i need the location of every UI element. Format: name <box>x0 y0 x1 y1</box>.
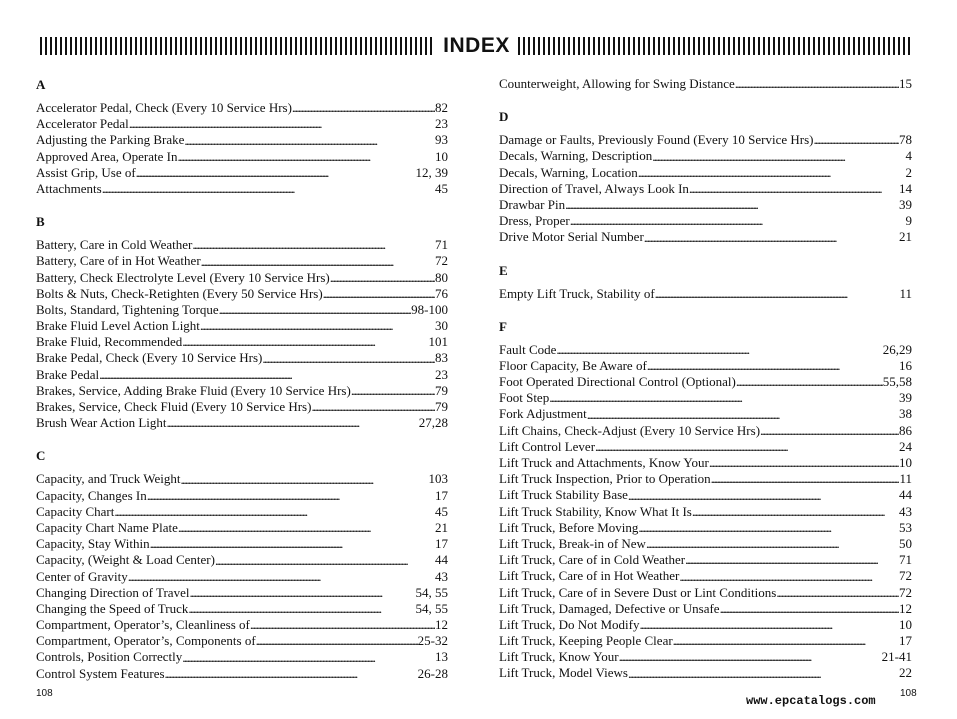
entry-term: Attachments <box>36 180 102 196</box>
index-entry <box>36 666 448 682</box>
entry-term: Lift Truck, Model Views <box>499 665 628 681</box>
dot-leader <box>595 439 899 455</box>
entry-page: 76 <box>435 285 448 301</box>
dot-leader <box>646 536 899 552</box>
index-entry <box>36 471 448 487</box>
dot-leader <box>167 415 419 431</box>
index-entry <box>36 536 448 552</box>
entry-page: 101 <box>428 334 448 350</box>
entry-term: Lift Truck, Keeping People Clear <box>499 633 673 649</box>
entry-term: Battery, Care in Cold Weather <box>36 237 193 253</box>
entry-term: Lift Truck Stability Base <box>499 487 628 503</box>
dot-leader <box>689 181 899 197</box>
section-letter: B <box>36 214 45 230</box>
entry-term: Controls, Position Correctly <box>36 649 183 665</box>
dot-leader <box>147 488 435 504</box>
entry-page: 44 <box>435 552 448 568</box>
dot-leader <box>128 569 435 585</box>
entry-page: 43 <box>435 568 448 584</box>
entry-term: Bolts, Standard, Tightening Torque <box>36 301 219 317</box>
index-entry <box>499 197 912 213</box>
index-entry <box>36 350 448 366</box>
entry-term: Lift Truck, Care of in Hot Weather <box>499 568 680 584</box>
index-entry <box>499 633 912 649</box>
index-entry <box>36 399 448 415</box>
dot-leader <box>330 270 435 286</box>
entry-term: Brakes, Service, Adding Brake Fluid (Every 10 Service Hrs) <box>36 382 351 398</box>
entry-term: Lift Truck Stability, Know What It Is <box>499 503 692 519</box>
entry-term: Capacity, and Truck Weight <box>36 471 181 487</box>
index-entry <box>499 504 912 520</box>
dot-leader <box>711 471 900 487</box>
entry-page: 54, 55 <box>415 600 448 616</box>
entry-term: Battery, Check Electrolyte Level (Every 10 Service Hrs) <box>36 269 330 285</box>
dot-leader <box>813 132 899 148</box>
entry-term: Fork Adjustment <box>499 406 587 422</box>
index-entry <box>499 455 912 471</box>
dot-leader <box>219 302 411 318</box>
entry-term: Compartment, Operator’s, Cleanliness of <box>36 617 250 633</box>
index-entry <box>36 132 448 148</box>
entry-term: Brake Fluid, Recommended <box>36 334 183 350</box>
dot-leader <box>189 585 415 601</box>
dot-leader <box>685 552 899 568</box>
entry-page: 98-100 <box>411 301 448 317</box>
dot-leader <box>736 374 883 390</box>
entry-page: 15 <box>899 76 912 91</box>
dot-leader <box>165 666 418 682</box>
entry-term: Brakes, Service, Check Fluid (Every 10 Service Hrs) <box>36 399 312 414</box>
dot-leader <box>556 342 882 358</box>
entry-page: 2 <box>905 164 912 180</box>
entry-page: 55,58 <box>882 374 912 390</box>
entry-page: 22 <box>899 665 912 681</box>
entry-page: 78 <box>899 132 912 148</box>
index-entry <box>499 342 912 358</box>
index-entry <box>499 536 912 552</box>
dot-leader <box>215 552 435 568</box>
index-entry <box>36 520 448 536</box>
entry-page: 86 <box>899 422 912 438</box>
dot-leader <box>628 487 899 503</box>
entry-page: 39 <box>899 390 912 406</box>
index-entry <box>499 665 912 681</box>
entry-term: Brush Wear Action Light <box>36 415 167 431</box>
entry-term: Lift Truck and Attachments, Know Your <box>499 455 709 470</box>
index-entry <box>499 471 912 487</box>
index-section <box>499 263 912 302</box>
dot-leader <box>180 471 428 487</box>
entry-page: 72 <box>899 568 912 584</box>
index-section <box>499 109 912 245</box>
entry-term: Control System Features <box>36 665 165 681</box>
index-entry <box>36 367 448 383</box>
dot-leader <box>565 197 899 213</box>
entry-term: Capacity, (Weight & Load Center) <box>36 552 215 568</box>
entry-term: Capacity Chart <box>36 503 115 519</box>
index-entry <box>36 415 448 431</box>
index-entry <box>499 165 912 181</box>
entry-page: 39 <box>899 196 912 212</box>
section-letter: C <box>36 448 46 464</box>
index-entry <box>499 286 912 302</box>
entry-page: 80 <box>435 269 448 285</box>
entry-page: 71 <box>899 552 912 568</box>
entry-term: Lift Control Lever <box>499 438 596 454</box>
dot-leader <box>587 406 899 422</box>
dot-leader <box>192 237 435 253</box>
index-entry <box>36 633 448 649</box>
entry-page: 12, 39 <box>415 164 448 180</box>
index-entry <box>36 181 448 197</box>
entry-term: Assist Grip, Use of <box>36 164 136 180</box>
dot-leader <box>102 181 435 197</box>
page-number-right: 108 <box>900 688 917 699</box>
dot-leader <box>776 585 899 601</box>
entry-page: 11 <box>899 285 912 301</box>
entry-page: 25-32 <box>417 633 448 649</box>
entry-term: Brake Pedal, Check (Every 10 Service Hrs) <box>36 350 263 366</box>
index-entry <box>499 229 912 245</box>
entry-term: Center of Gravity <box>36 568 128 584</box>
index-entry <box>499 406 912 422</box>
index-entry <box>36 488 448 504</box>
entry-page: 10 <box>899 616 912 632</box>
entry-term: Lift Truck, Break-in of New <box>499 535 646 551</box>
entry-term: Lift Truck, Before Moving <box>499 519 639 535</box>
entry-term: Brake Pedal <box>36 366 100 382</box>
dot-leader <box>679 568 899 584</box>
entry-page: 17 <box>899 633 912 649</box>
entry-page: 54, 55 <box>415 584 448 600</box>
entry-term: Changing the Speed of Truck <box>36 600 189 616</box>
dot-leader <box>638 520 899 536</box>
index-entry <box>499 568 912 584</box>
dot-leader <box>150 536 435 552</box>
entry-term: Approved Area, Operate In <box>36 148 178 164</box>
dot-leader <box>655 286 900 302</box>
section-letter: E <box>499 262 508 278</box>
entry-page: 17 <box>435 487 448 503</box>
entry-term: Lift Truck, Know Your <box>499 649 619 665</box>
index-column-right <box>499 76 912 682</box>
index-entry <box>36 383 448 399</box>
index-entry <box>499 132 912 148</box>
index-entry <box>36 165 448 181</box>
entry-term: Capacity Chart Name Plate <box>36 519 178 535</box>
index-entry <box>36 649 448 665</box>
index-entry <box>499 487 912 503</box>
entry-page: 45 <box>435 180 448 196</box>
dot-leader <box>570 213 906 229</box>
index-entry <box>499 601 912 617</box>
index-entry <box>36 552 448 568</box>
dot-leader <box>549 390 899 406</box>
index-section <box>499 76 912 92</box>
entry-term: Changing Direction of Travel <box>36 584 190 600</box>
dot-leader <box>99 367 435 383</box>
dot-leader <box>129 116 435 132</box>
entry-page: 21-41 <box>881 649 912 665</box>
dot-leader <box>692 504 899 520</box>
index-section <box>36 214 448 431</box>
entry-page: 23 <box>435 116 448 132</box>
entry-term: Lift Truck, Damaged, Defective or Unsafe <box>499 600 720 616</box>
dot-leader <box>256 633 418 649</box>
entry-page: 9 <box>905 213 912 229</box>
entry-term: Empty Lift Truck, Stability of <box>499 285 655 301</box>
entry-page: 16 <box>899 357 912 373</box>
entry-term: Accelerator Pedal, Check (Every 10 Service Hrs) <box>36 100 292 115</box>
entry-page: 53 <box>899 519 912 535</box>
entry-page: 30 <box>435 318 448 334</box>
entry-term: Lift Truck, Care of in Cold Weather <box>499 552 686 568</box>
index-entry <box>499 76 912 92</box>
dot-leader <box>311 399 435 415</box>
index-entry <box>499 520 912 536</box>
index-entry <box>36 302 448 318</box>
entry-term: Decals, Warning, Description <box>499 148 653 164</box>
header-bars-right <box>518 37 913 55</box>
dot-leader <box>351 383 435 399</box>
page-number-left: 108 <box>36 688 53 699</box>
entry-page: 27,28 <box>418 415 448 431</box>
entry-page: 23 <box>435 366 448 382</box>
section-letter: F <box>499 318 507 334</box>
entry-page: 50 <box>899 535 912 551</box>
entry-term: Floor Capacity, Be Aware of <box>499 357 647 373</box>
entry-term: Drawbar Pin <box>499 196 566 212</box>
section-letter: A <box>36 77 46 92</box>
index-entry <box>36 617 448 633</box>
index-entry <box>36 504 448 520</box>
dot-leader <box>178 520 435 536</box>
entry-page: 10 <box>899 455 912 470</box>
entry-term: Adjusting the Parking Brake <box>36 132 185 148</box>
entry-page: 12 <box>899 600 912 616</box>
index-entry <box>36 318 448 334</box>
index-entry <box>499 213 912 229</box>
section-letter: D <box>499 109 509 125</box>
entry-page: 26-28 <box>417 665 448 681</box>
entry-term: Brake Fluid Level Action Light <box>36 318 200 334</box>
entry-page: 83 <box>435 350 448 366</box>
index-entry <box>36 270 448 286</box>
entry-page: 13 <box>435 649 448 665</box>
index-section <box>36 77 448 197</box>
entry-page: 79 <box>435 382 448 398</box>
page-title: INDEX <box>443 34 510 57</box>
entry-page: 17 <box>435 536 448 552</box>
entry-term: Lift Truck, Do Not Modify <box>499 616 640 632</box>
index-entry <box>36 253 448 269</box>
dot-leader <box>178 149 436 165</box>
entry-term: Lift Truck, Care of in Severe Dust or Lint Conditions <box>499 584 777 600</box>
dot-leader <box>188 601 415 617</box>
entry-page: 12 <box>435 617 448 633</box>
entry-term: Direction of Travel, Always Look In <box>499 180 689 196</box>
entry-term: Counterweight, Allowing for Swing Distance <box>499 76 735 91</box>
index-entry <box>36 100 448 116</box>
entry-term: Bolts & Nuts, Check-Retighten (Every 50 Service Hrs) <box>36 285 323 301</box>
index-entry <box>36 237 448 253</box>
index-entry <box>499 585 912 601</box>
entry-term: Capacity, Changes In <box>36 487 147 503</box>
dot-leader <box>644 229 899 245</box>
index-entry <box>499 390 912 406</box>
dot-leader <box>639 617 899 633</box>
entry-page: 71 <box>435 237 448 253</box>
index-entry <box>499 617 912 633</box>
index-entry <box>499 181 912 197</box>
entry-term: Battery, Care of in Hot Weather <box>36 253 201 269</box>
index-entry <box>36 286 448 302</box>
index-entry <box>36 149 448 165</box>
watermark: www.epcatalogs.com <box>746 694 876 708</box>
entry-page: 26,29 <box>882 341 912 357</box>
dot-leader <box>619 649 882 665</box>
index-entry <box>499 423 912 439</box>
entry-page: 14 <box>899 180 912 196</box>
dot-leader <box>292 100 435 116</box>
dot-leader <box>720 601 899 617</box>
entry-page: 82 <box>435 100 448 115</box>
index-entry <box>499 358 912 374</box>
dot-leader <box>323 286 435 302</box>
dot-leader <box>184 132 435 148</box>
index-entry <box>36 569 448 585</box>
dot-leader <box>262 350 435 366</box>
dot-leader <box>735 76 899 92</box>
entry-page: 11 <box>899 471 912 487</box>
index-entry <box>36 601 448 617</box>
dot-leader <box>760 423 899 439</box>
dot-leader <box>638 165 906 181</box>
index-entry <box>499 439 912 455</box>
dot-leader <box>652 148 905 164</box>
entry-page: 44 <box>899 487 912 503</box>
entry-term: Lift Chains, Check-Adjust (Every 10 Service Hrs) <box>499 422 761 438</box>
index-column-left <box>36 76 448 682</box>
entry-page: 93 <box>435 132 448 148</box>
index-section <box>36 448 448 681</box>
entry-term: Accelerator Pedal <box>36 116 129 132</box>
entry-page: 79 <box>435 399 448 414</box>
dot-leader <box>628 665 899 681</box>
entry-term: Drive Motor Serial Number <box>499 229 644 245</box>
entry-term: Lift Truck Inspection, Prior to Operation <box>499 471 711 487</box>
dot-leader <box>136 165 416 181</box>
index-section <box>499 319 912 682</box>
header-bars-left <box>40 37 435 55</box>
entry-page: 72 <box>435 253 448 269</box>
entry-page: 21 <box>899 229 912 245</box>
entry-term: Foot Operated Directional Control (Optional) <box>499 374 736 390</box>
index-entry <box>36 585 448 601</box>
entry-term: Compartment, Operator’s, Components of <box>36 633 256 649</box>
dot-leader <box>250 617 435 633</box>
dot-leader <box>182 649 435 665</box>
entry-page: 24 <box>899 438 912 454</box>
index-header <box>40 36 913 56</box>
entry-page: 43 <box>899 503 912 519</box>
index-entry <box>36 116 448 132</box>
entry-term: Decals, Warning, Location <box>499 164 638 180</box>
index-entry <box>36 334 448 350</box>
dot-leader <box>647 358 899 374</box>
entry-page: 10 <box>435 148 448 164</box>
dot-leader <box>200 318 435 334</box>
entry-term: Damage or Faults, Previously Found (Every 10 Service Hrs) <box>499 132 814 148</box>
entry-page: 21 <box>435 519 448 535</box>
entry-page: 38 <box>899 406 912 422</box>
entry-term: Dress, Proper <box>499 213 570 229</box>
dot-leader <box>709 455 899 471</box>
dot-leader <box>201 253 435 269</box>
index-entry <box>499 649 912 665</box>
index-entry <box>499 374 912 390</box>
entry-term: Fault Code <box>499 341 557 357</box>
entry-page: 45 <box>435 503 448 519</box>
entry-page: 72 <box>899 584 912 600</box>
entry-page: 103 <box>428 471 448 487</box>
dot-leader <box>114 504 435 520</box>
index-entry <box>499 148 912 164</box>
entry-term: Capacity, Stay Within <box>36 536 150 552</box>
entry-page: 4 <box>905 148 912 164</box>
dot-leader <box>673 633 899 649</box>
index-entry <box>499 552 912 568</box>
dot-leader <box>182 334 428 350</box>
entry-term: Foot Step <box>499 390 550 406</box>
